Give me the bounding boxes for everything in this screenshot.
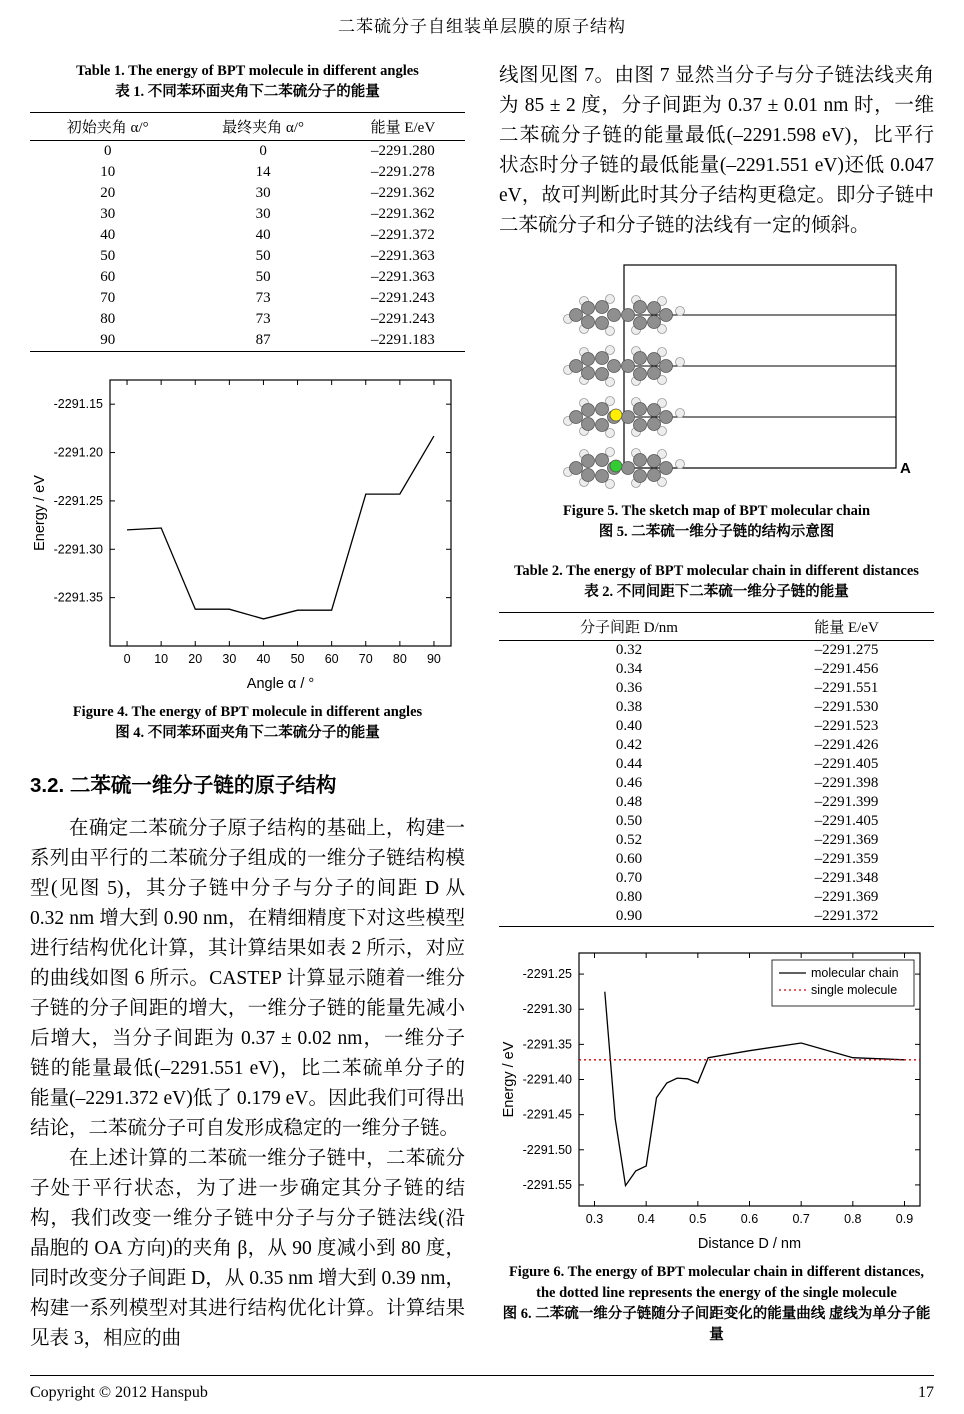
svg-text:0: 0	[123, 652, 131, 666]
svg-text:Energy / eV: Energy / eV	[32, 475, 48, 551]
table2-body	[499, 641, 934, 927]
table1-caption-en: Table 1. The energy of BPT molecule in different angles	[76, 63, 419, 79]
table-cell: –2291.183	[371, 332, 435, 348]
table-row	[499, 755, 934, 774]
svg-text:0.5: 0.5	[689, 1212, 707, 1226]
svg-text:0.9: 0.9	[895, 1212, 914, 1226]
svg-text:50: 50	[290, 652, 305, 666]
table2-caption-en: Table 2. The energy of BPT molecular chain in different distances	[514, 563, 919, 579]
table-cell: –2291.456	[814, 661, 879, 677]
table1-body	[30, 141, 465, 352]
table-cell: 60	[100, 269, 116, 285]
column-header: 最终夹角 α/°	[185, 113, 340, 141]
table-cell: –2291.530	[814, 699, 879, 715]
figure4-caption	[30, 702, 465, 744]
table-row	[30, 246, 465, 267]
svg-text:0.3: 0.3	[585, 1212, 604, 1226]
svg-text:Angle α / °: Angle α / °	[246, 676, 315, 692]
table-cell: 0.48	[615, 794, 643, 810]
figure6-energy-distance-chart	[499, 941, 934, 1256]
svg-text:Energy / eV: Energy / eV	[501, 1041, 517, 1118]
table-row	[30, 309, 465, 330]
table-cell: –2291.426	[814, 737, 879, 753]
svg-text:-2291.20: -2291.20	[53, 445, 103, 460]
figure5-caption-en: Figure 5. The sketch map of BPT molecular chain	[562, 503, 871, 519]
body-paragraph: 在确定二苯硫分子原子结构的基础上，构建一系列由平行的二苯硫分子组成的一维分子链结构模型(见图 5)，其分子链中分子与分子的间距 D 从 0.32 nm 增大到 0.90 nm，在精细精度下对这些模型进行结构优化计算，其计算结果如表 2 所示，对应的曲线如图 6 所示。CASTEP 计算显示随着一维分子链的分子间距的增大，一维分子链的能量先减小后增大，当分子间距为 0.37 ± 0.02 nm，一维分子链的能量最低(–2291.551 eV)，比二苯硫单分子的能量(–2291.372 eV)低了 0.179 eV。因此我们可得出结论，二苯硫分子可自发形成稳定的一维分子链。	[30, 818, 465, 1139]
svg-text:70: 70	[358, 652, 373, 666]
svg-text:-2291.35: -2291.35	[522, 1037, 572, 1052]
svg-text:40: 40	[256, 652, 271, 666]
figure4-energy-angle-chart	[30, 366, 465, 696]
svg-text:0.6: 0.6	[740, 1212, 759, 1226]
footer-page-number: 17	[918, 1384, 934, 1401]
table-row	[499, 698, 934, 717]
table-row	[30, 162, 465, 183]
table2-caption	[499, 561, 934, 603]
table-cell: 0.90	[615, 908, 643, 924]
table-row	[30, 204, 465, 225]
table-cell: –2291.243	[371, 290, 435, 306]
table-row	[30, 330, 465, 352]
table-cell: –2291.399	[814, 794, 879, 810]
table-cell: 0.44	[615, 756, 643, 772]
table-row	[499, 774, 934, 793]
svg-text:A: A	[900, 460, 911, 477]
table-row	[499, 831, 934, 850]
table-cell: –2291.359	[814, 851, 879, 867]
table-row	[499, 793, 934, 812]
table-cell: 90	[100, 332, 116, 348]
svg-text:single molecule: single molecule	[811, 983, 898, 997]
table-cell: –2291.363	[371, 269, 435, 285]
column-header: 能量 E/eV	[341, 113, 465, 141]
svg-text:90: 90	[426, 652, 441, 666]
table1-caption	[30, 61, 465, 103]
svg-text:0.7: 0.7	[792, 1212, 810, 1226]
svg-text:-2291.50: -2291.50	[522, 1142, 572, 1157]
table-cell: 87	[255, 332, 271, 348]
table-row	[499, 888, 934, 907]
table-cell: 30	[100, 206, 116, 222]
table-cell: 30	[255, 206, 271, 222]
table-cell: 73	[255, 290, 271, 306]
table-cell: –2291.275	[814, 642, 879, 658]
table-cell: 0.80	[615, 889, 643, 905]
table-cell: –2291.405	[814, 756, 879, 772]
table-cell: –2291.405	[814, 813, 879, 829]
table-cell: –2291.362	[371, 185, 435, 201]
svg-text:-2291.30: -2291.30	[522, 1002, 572, 1017]
svg-text:60: 60	[324, 652, 339, 666]
figure6-caption	[499, 1262, 934, 1346]
table-row	[499, 679, 934, 698]
svg-text:-2291.40: -2291.40	[522, 1072, 572, 1087]
table-cell: 0.50	[615, 813, 643, 829]
svg-text:-2291.35: -2291.35	[53, 590, 103, 605]
svg-text:30: 30	[222, 652, 237, 666]
table-cell: 50	[255, 269, 271, 285]
table-row	[499, 660, 934, 679]
table-cell: 0.60	[615, 851, 643, 867]
table-cell: 0.38	[615, 699, 643, 715]
table-row	[499, 869, 934, 888]
table-cell: –2291.372	[371, 227, 435, 243]
table2-header-row	[499, 613, 934, 641]
table-row	[30, 141, 465, 163]
svg-text:-2291.55: -2291.55	[522, 1177, 572, 1192]
table-row	[499, 736, 934, 755]
table-row	[30, 267, 465, 288]
table-cell: 0.34	[615, 661, 643, 677]
page-header-title: 二苯硫分子自组装单层膜的原子结构	[338, 17, 626, 36]
table-cell: 14	[255, 164, 271, 180]
svg-text:80: 80	[392, 652, 407, 666]
table-cell: 0.32	[615, 642, 643, 658]
table2-caption-zh: 表 2. 不同间距下二苯硫一维分子链的能量	[584, 584, 849, 600]
table-cell: 80	[100, 311, 116, 327]
figure5-caption-zh: 图 5. 二苯硫一维分子链的结构示意图	[598, 524, 835, 540]
table-cell: –2291.278	[371, 164, 435, 180]
column-header: 分子间距 D/nm	[499, 613, 759, 641]
svg-text:-2291.45: -2291.45	[522, 1107, 572, 1122]
table-cell: –2291.348	[814, 870, 879, 886]
page-footer	[30, 1375, 934, 1402]
table-cell: –2291.362	[371, 206, 435, 222]
table1-caption-zh: 表 1. 不同苯环面夹角下二苯硫分子的能量	[115, 84, 380, 100]
table-cell: 50	[100, 248, 116, 264]
table-row	[499, 812, 934, 831]
table2	[499, 612, 934, 927]
figure4-caption-zh: 图 4. 不同苯环面夹角下二苯硫分子的能量	[115, 725, 380, 741]
two-column-layout	[30, 61, 934, 1354]
table-cell: 20	[100, 185, 116, 201]
table-row	[499, 907, 934, 927]
table-cell: –2291.243	[371, 311, 435, 327]
svg-text:0.8: 0.8	[844, 1212, 862, 1226]
table-cell: 40	[255, 227, 271, 243]
table-cell: 0	[103, 143, 112, 159]
table-row	[30, 183, 465, 204]
svg-text:20: 20	[188, 652, 203, 666]
section-heading-3-2: 3.2. 二苯硫一维分子链的原子结构	[30, 774, 337, 797]
table-cell: 50	[255, 248, 271, 264]
body-paragraph: 在上述计算的二苯硫一维分子链中，二苯硫分子处于平行状态，为了进一步确定其分子链的结构，我们改变一维分子链中分子与分子链法线(沿晶胞的 OA 方向)的夹角 β，从 90 度减小到 80 度，同时改变分子间距 D，从 0.35 nm 增大到 0.39 nm，构建一系列模型对其进行结构优化计算。计算结果见表 3，相应的曲	[30, 1148, 465, 1349]
svg-text:0.4: 0.4	[637, 1212, 655, 1226]
table-row	[30, 225, 465, 246]
column-header: 能量 E/eV	[759, 613, 934, 641]
table-cell: 70	[100, 290, 116, 306]
table-cell: 0.36	[615, 680, 643, 696]
figure5-caption	[499, 501, 934, 543]
table-cell: –2291.523	[814, 718, 879, 734]
figure5-molecular-chain-sketch	[499, 255, 934, 495]
svg-text:Distance D / nm: Distance D / nm	[697, 1236, 802, 1252]
table-cell: –2291.369	[814, 832, 879, 848]
table-cell: 0.40	[615, 718, 643, 734]
column-header: 初始夹角 α/°	[30, 113, 185, 141]
table-cell: –2291.280	[371, 143, 435, 159]
table-cell: 0.42	[615, 737, 643, 753]
table-cell: –2291.369	[814, 889, 879, 905]
right-column	[499, 61, 934, 1354]
table1-header-row	[30, 113, 465, 141]
body-paragraph: 线图见图 7。由图 7 显然当分子与分子链法线夹角为 85 ± 2 度，分子间距为 0.37 ± 0.01 nm 时，一维二苯硫分子链的能量最低(–2291.598 eV)，比平行状态时分子链的最低能量(–2291.551 eV)还低 0.047 eV，故可判断此时其分子结构更稳定。即分子链中二苯硫分子和分子链的法线有一定的倾斜。	[499, 65, 934, 236]
table-cell: 0.46	[615, 775, 643, 791]
figure6-caption-zh: 图 6. 二苯硫一维分子链随分子间距变化的能量曲线 虚线为单分子能量	[502, 1306, 931, 1343]
svg-text:-2291.30: -2291.30	[53, 542, 103, 557]
figure6-caption-en: Figure 6. The energy of BPT molecular chain in different distances, the dotted line represents the energy of the single molecule	[508, 1264, 925, 1301]
table-cell: –2291.398	[814, 775, 879, 791]
table-row	[499, 850, 934, 869]
figure4-caption-en: Figure 4. The energy of BPT molecule in different angles	[72, 704, 423, 720]
table-cell: 0.52	[615, 832, 643, 848]
table-row	[499, 641, 934, 661]
footer-copyright: Copyright © 2012 Hanspub	[30, 1384, 208, 1401]
svg-text:10: 10	[154, 652, 169, 666]
table-cell: –2291.372	[814, 908, 879, 924]
table1	[30, 112, 465, 352]
svg-text:-2291.15: -2291.15	[53, 397, 103, 412]
svg-text:-2291.25: -2291.25	[522, 967, 572, 982]
table-cell: 30	[255, 185, 271, 201]
table-cell: 40	[100, 227, 116, 243]
table-cell: –2291.363	[371, 248, 435, 264]
table-cell: 0.70	[615, 870, 643, 886]
table-cell: 73	[255, 311, 271, 327]
table-row	[30, 288, 465, 309]
table-cell: –2291.551	[814, 680, 879, 696]
left-column	[30, 61, 465, 1354]
svg-text:-2291.25: -2291.25	[53, 493, 103, 508]
table-cell: 0	[259, 143, 267, 159]
table-row	[499, 717, 934, 736]
svg-text:molecular chain: molecular chain	[811, 966, 899, 980]
table-cell: 10	[100, 164, 116, 180]
